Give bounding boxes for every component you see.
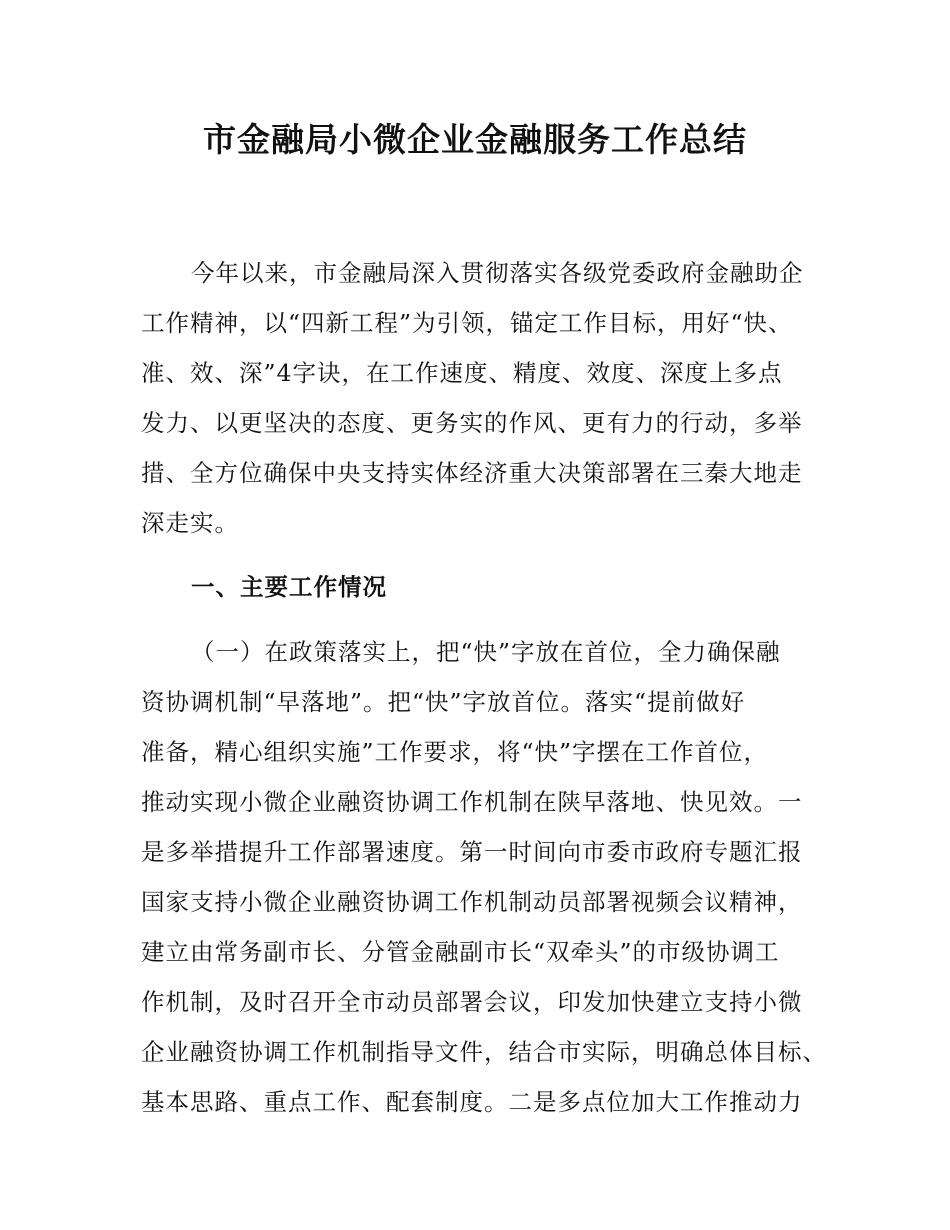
section-line: 作机制，及时召开全市动员部署会议，印发加快建立支持小微 [141,988,803,1016]
intro-line: 措、全方位确保中央支持实体经济重大决策部署在三秦大地走 [141,459,803,487]
section-line: 是多举措提升工作部署速度。第一时间向市委市政府专题汇报 [141,838,803,866]
section-line: 推动实现小微企业融资协调工作机制在陕早落地、快见效。一 [141,788,803,816]
section-line: 基本思路、重点工作、配套制度。二是多点位加大工作推动力 [141,1088,803,1116]
intro-line: 深走实。 [141,509,239,537]
intro-line: 今年以来，市金融局深入贯彻落实各级党委政府金融助企 [191,259,804,287]
section-line: 国家支持小微企业融资协调工作机制动员部署视频会议精神， [141,888,803,916]
section-line: 准备，精心组织实施”工作要求，将“快”字摆在工作首位， [141,738,769,766]
section-line: 企业融资协调工作机制指导文件，结合市实际，明确总体目标、 [141,1038,827,1066]
section-line: 资协调机制“早落地”。把“快”字放首位。落实“提前做好 [141,688,746,716]
section-paragraph [141,627,841,1127]
intro-line: 工作精神，以“四新工程”为引领，锚定工作目标，用好“快、 [141,309,793,337]
section-line: （一）在政策落实上，把“快”字放在首位，全力确保融 [191,638,781,666]
document-title: 市金融局小微企业金融服务工作总结 [203,120,747,159]
section-line: 建立由常务副市长、分管金融副市长“双牵头”的市级协调工 [141,938,780,966]
intro-line: 发力、以更坚决的态度、更务实的作风、更有力的行动，多举 [141,409,803,437]
intro-line: 准、效、深”4字诀，在工作速度、精度、效度、深度上多点 [141,359,783,387]
intro-paragraph [141,248,841,548]
section-heading: 一、主要工作情况 [191,573,387,601]
